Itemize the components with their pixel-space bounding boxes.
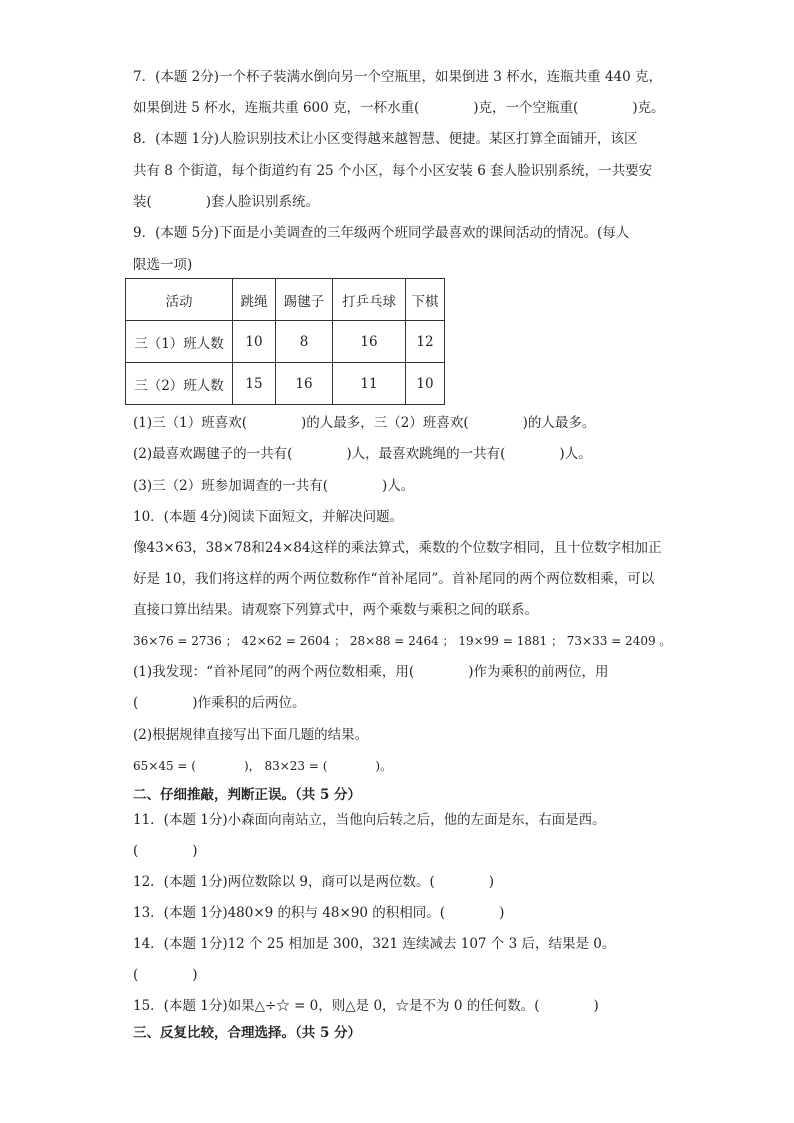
q10-examples: 36×76 = 2736 ； 42×62 = 2604 ； 28×88 = 2464 ； 19×99 = 1881 ； 73×33 = 2409 。 bbox=[133, 634, 672, 648]
q10-line3: 好是 10，我们将这样的两个两位数称作“首补尾同”。首补尾同的两个两位数相乘，可以 bbox=[133, 571, 655, 587]
q9-sub3: (3)三（2）班参加调查的一共有( )人。 bbox=[133, 478, 415, 494]
q7-line1: 7．(本题 2分)一个杯子装满水倒向另一个空瓶里，如果倒进 3 杯水，连瓶共重 440 克， bbox=[133, 69, 663, 85]
q10-line2: 像43×63，38×78和24×84这样的乘法算式，乘数的个位数字相同，且十位数字相加正 bbox=[133, 540, 662, 556]
q8-line2: 共有 8 个街道，每个街道约有 25 个小区，每个小区安装 6 套人脸识别系统，一共要安 bbox=[133, 163, 653, 179]
table-header: 踢毽子 bbox=[276, 279, 333, 321]
q10-line4: 直接口算出结果。请观察下列算式中，两个乘数与乘积之间的联系。 bbox=[133, 602, 538, 618]
q10-sub2: (2)根据规律直接写出下面几题的结果。 bbox=[133, 727, 369, 743]
table-row bbox=[126, 363, 445, 405]
table-header-row bbox=[126, 279, 445, 321]
q10-sub1a: (1)我发现：“首补尾同”的两个两位数相乘，用( )作为乘积的前两位，用 bbox=[133, 664, 609, 680]
table-cell: 16 bbox=[276, 363, 333, 405]
q8-line1: 8．(本题 1分)人脸识别技术让小区变得越来越智慧、便捷。某区打算全面铺开，该区 bbox=[133, 131, 638, 147]
q14-answer: ( ) bbox=[133, 967, 198, 983]
table-cell: 12 bbox=[406, 321, 445, 363]
table-cell: 15 bbox=[233, 363, 276, 405]
q10-line1: 10．(本题 4分)阅读下面短文，并解决问题。 bbox=[133, 509, 404, 525]
q15: 15．(本题 1分)如果△÷☆ = 0，则△是 0，☆是不为 0 的任何数。( ) bbox=[133, 998, 599, 1014]
table-cell: 三（2）班人数 bbox=[126, 363, 233, 405]
activity-table bbox=[125, 278, 445, 405]
q13: 13．(本题 1分)480×9 的积与 48×90 的积相同。( ) bbox=[133, 905, 505, 921]
q8-line3: 装( )套人脸识别系统。 bbox=[133, 194, 320, 210]
q9-line2: 限选一项) bbox=[133, 257, 193, 273]
table-cell: 11 bbox=[333, 363, 406, 405]
table-cell: 10 bbox=[406, 363, 445, 405]
table-cell: 8 bbox=[276, 321, 333, 363]
q9-sub1: (1)三（1）班喜欢( )的人最多，三（2）班喜欢( )的人最多。 bbox=[133, 415, 596, 431]
q11-answer: ( ) bbox=[133, 843, 198, 859]
q7-line2: 如果倒进 5 杯水，连瓶共重 600 克，一杯水重( )克，一个空瓶重( )克。 bbox=[133, 100, 665, 116]
table-cell: 三（1）班人数 bbox=[126, 321, 233, 363]
q9-sub2: (2)最喜欢踢毽子的一共有( )人，最喜欢跳绳的一共有( )人。 bbox=[133, 446, 592, 462]
table-header: 下棋 bbox=[406, 279, 445, 321]
q14-line1: 14．(本题 1分)12 个 25 相加是 300，321 连续减去 107 个 3 后，结果是 0。 bbox=[133, 936, 616, 952]
q10-sub1b: ( )作乘积的后两位。 bbox=[133, 695, 306, 711]
table-header: 活动 bbox=[126, 279, 233, 321]
table-cell: 16 bbox=[333, 321, 406, 363]
table-row bbox=[126, 321, 445, 363]
q11-line1: 11．(本题 1分)小森面向南站立，当他向后转之后，他的左面是东，右面是西。 bbox=[133, 812, 606, 828]
section2-heading: 二、仔细推敲，判断正误。（共 5 分） bbox=[133, 787, 362, 803]
q10-sub2-questions: 65×45 = ( )， 83×23 = ( )。 bbox=[133, 759, 393, 773]
q9-line1: 9．(本题 5分)下面是小美调查的三年级两个班同学最喜欢的课间活动的情况。(每人 bbox=[133, 225, 630, 241]
table-cell: 10 bbox=[233, 321, 276, 363]
q12: 12．(本题 1分)两位数除以 9，商可以是两位数。( ) bbox=[133, 874, 495, 890]
table-header: 跳绳 bbox=[233, 279, 276, 321]
table-header: 打乒乓球 bbox=[333, 279, 406, 321]
section3-heading: 三、反复比较，合理选择。（共 5 分） bbox=[133, 1025, 362, 1041]
